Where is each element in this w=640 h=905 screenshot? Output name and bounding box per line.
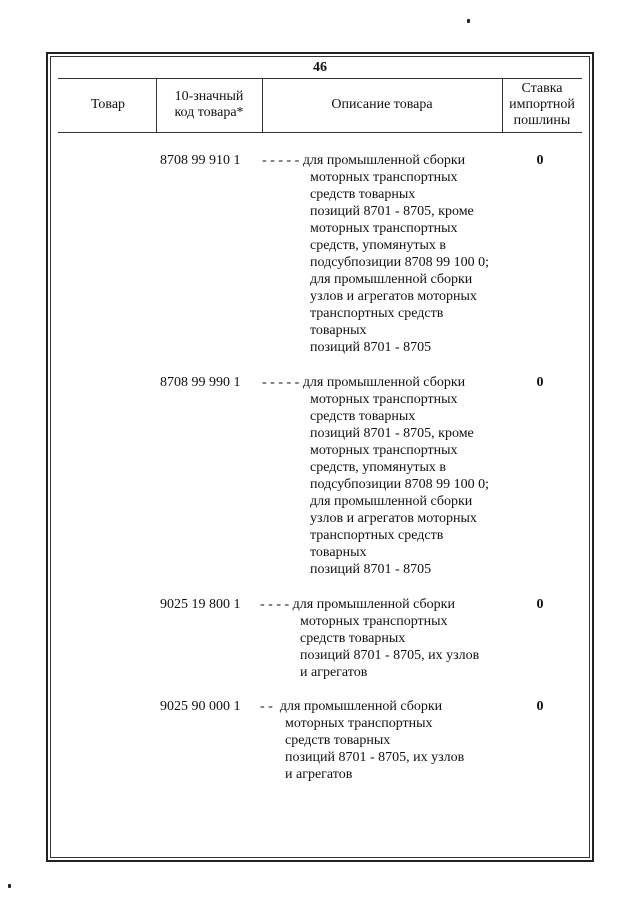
header-product: Товар: [90, 97, 126, 112]
page-number: 46: [313, 60, 327, 75]
table-top-rule: [58, 78, 582, 79]
row-rate: 0: [536, 375, 544, 390]
row-rate: 0: [536, 699, 544, 714]
row-code: 9025 19 800 1: [160, 597, 241, 612]
row-rate: 0: [536, 153, 544, 168]
row-description: - - - - - для промышленной сборки моторных транспортных средств товарных позиций 8701 - 8705, кроме моторных транспортных средств, упомянутых в подсубпозиции 8708 99 100 0; для промышленной сборки узлов и агрегатов моторных транспортных средств товарных позиций 8701 - 8705: [262, 153, 490, 355]
row-rate: 0: [536, 597, 544, 612]
scan-speck: [8, 884, 11, 888]
row-description: - - - - - для промышленной сборки моторных транспортных средств товарных позиций 8701 - 8705, кроме моторных транспортных средств, упомянутых в подсубпозиции 8708 99 100 0; для промышленной сборки узлов и агрегатов моторных транспортных средств товарных позиций 8701 - 8705: [262, 375, 490, 577]
row-code: 8708 99 910 1: [160, 153, 241, 168]
header-code: 10-значный код товара*: [174, 89, 244, 120]
header-description: Описание товара: [331, 97, 433, 112]
row-code: 9025 90 000 1: [160, 699, 241, 714]
scan-speck: [467, 19, 470, 23]
row-code: 8708 99 990 1: [160, 375, 241, 390]
header-rate: Ставка импортной пошлины: [509, 81, 575, 128]
row-description: - - - - для промышленной сборки моторных транспортных средств товарных позиций 8701 - 8705, их узлов и агрегатов: [260, 597, 480, 680]
row-description: - - для промышленной сборки моторных транспортных средств товарных позиций 8701 - 8705, их узлов и агрегатов: [260, 699, 465, 782]
header-bottom-rule: [58, 132, 582, 133]
